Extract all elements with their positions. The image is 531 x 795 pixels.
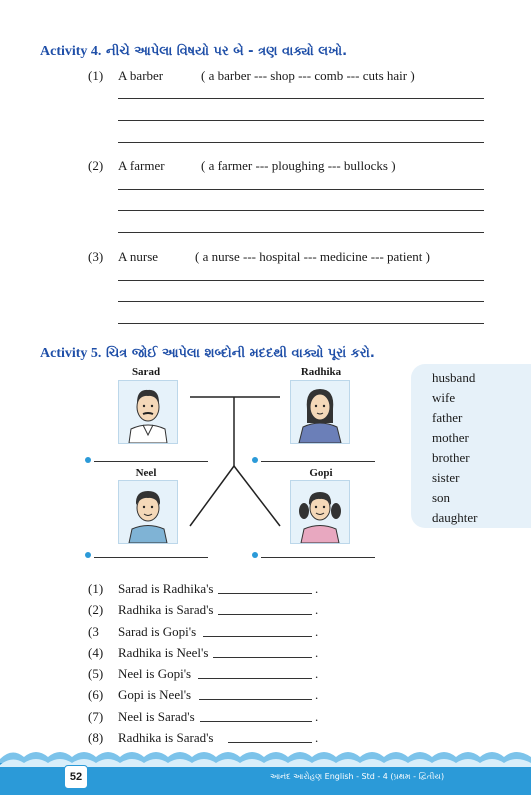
question-end: . bbox=[315, 709, 319, 724]
word-bank-item: mother bbox=[432, 430, 469, 445]
word-bank-item: son bbox=[432, 490, 451, 505]
item-number: (1) bbox=[88, 68, 104, 83]
answer-blank[interactable] bbox=[228, 742, 312, 743]
question-end: . bbox=[315, 624, 319, 639]
answer-blank[interactable] bbox=[218, 614, 312, 615]
question-end: . bbox=[315, 645, 319, 660]
neel-portrait bbox=[118, 480, 178, 544]
name-label-radhika: Radhika bbox=[300, 366, 342, 378]
item-hint: ( a barber --- shop --- comb --- cuts hair ) bbox=[201, 68, 415, 83]
sarad-portrait bbox=[118, 380, 178, 444]
word-bank-item: sister bbox=[432, 470, 460, 485]
question-text: Neel is Sarad's bbox=[118, 709, 195, 724]
item-hint: ( a farmer --- ploughing --- bullocks ) bbox=[201, 158, 396, 173]
item-number: (2) bbox=[88, 158, 104, 173]
page-number: 52 bbox=[64, 765, 88, 789]
name-label-neel: Neel bbox=[135, 467, 157, 479]
question-end: . bbox=[315, 687, 319, 702]
answer-blank-gopi[interactable] bbox=[261, 557, 375, 558]
answer-blank[interactable] bbox=[218, 593, 312, 594]
name-label-gopi: Gopi bbox=[309, 467, 333, 479]
item-subject: A farmer bbox=[118, 158, 165, 173]
answer-blank-sarad[interactable] bbox=[94, 461, 208, 462]
bullet-dot bbox=[85, 552, 91, 558]
bullet-dot bbox=[252, 552, 258, 558]
activity-4-label: Activity 4. bbox=[40, 44, 102, 59]
activity-5-label: Activity 5. bbox=[40, 346, 102, 361]
question-number: (8) bbox=[88, 730, 104, 745]
answer-blank[interactable] bbox=[203, 636, 312, 637]
question-text: Neel is Gopi's bbox=[118, 666, 192, 681]
answer-blank[interactable] bbox=[199, 699, 312, 700]
answer-blank[interactable] bbox=[200, 721, 312, 722]
book-title: આનંદ આરોહણ English - Std - 4 (પ્રથમ - દ્વિતીય) bbox=[270, 772, 445, 781]
question-number: (3 bbox=[88, 624, 99, 639]
gopi-portrait bbox=[290, 480, 350, 544]
question-text: Gopi is Neel's bbox=[118, 687, 192, 702]
word-bank-item: husband bbox=[432, 370, 476, 385]
question-number: (1) bbox=[88, 581, 104, 596]
radhika-portrait bbox=[290, 380, 350, 444]
question-number: (2) bbox=[88, 602, 104, 617]
question-text: Radhika is Neel's bbox=[118, 645, 209, 660]
bullet-dot bbox=[252, 457, 258, 463]
question-number: (7) bbox=[88, 709, 104, 724]
item-hint: ( a nurse --- hospital --- medicine --- patient ) bbox=[195, 249, 430, 264]
answer-blank-neel[interactable] bbox=[94, 557, 208, 558]
item-number: (3) bbox=[88, 249, 104, 264]
answer-blank[interactable] bbox=[198, 678, 312, 679]
question-number: (5) bbox=[88, 666, 104, 681]
word-bank-item: wife bbox=[432, 390, 456, 405]
bullet-dot bbox=[85, 457, 91, 463]
question-text: Sarad is Gopi's bbox=[118, 624, 197, 639]
word-bank-item: daughter bbox=[432, 510, 478, 525]
answer-blank-radhika[interactable] bbox=[261, 461, 375, 462]
word-bank-item: father bbox=[432, 410, 463, 425]
question-number: (4) bbox=[88, 645, 104, 660]
word-bank-item: brother bbox=[432, 450, 470, 465]
activity-5-instruction: ચિત્ર જોઈ આપેલા શબ્દોની મદદથી વાક્યો પૂરાં કરો. bbox=[105, 346, 375, 361]
question-text: Radhika is Sarad's bbox=[118, 730, 214, 745]
name-label-sarad: Sarad bbox=[131, 366, 161, 378]
answer-blank[interactable] bbox=[213, 657, 312, 658]
question-end: . bbox=[315, 602, 319, 617]
activity-4-instruction: નીચે આપેલા વિષયો પર બે - ત્રણ વાક્યો લખો. bbox=[105, 44, 348, 59]
question-end: . bbox=[315, 730, 319, 745]
item-subject: A barber bbox=[118, 68, 164, 83]
word-bank-box bbox=[411, 364, 531, 528]
question-number: (6) bbox=[88, 687, 104, 702]
item-subject: A nurse bbox=[118, 249, 159, 264]
question-end: . bbox=[315, 581, 319, 596]
question-text: Sarad is Radhika's bbox=[118, 581, 214, 596]
question-text: Radhika is Sarad's bbox=[118, 602, 214, 617]
question-end: . bbox=[315, 666, 319, 681]
